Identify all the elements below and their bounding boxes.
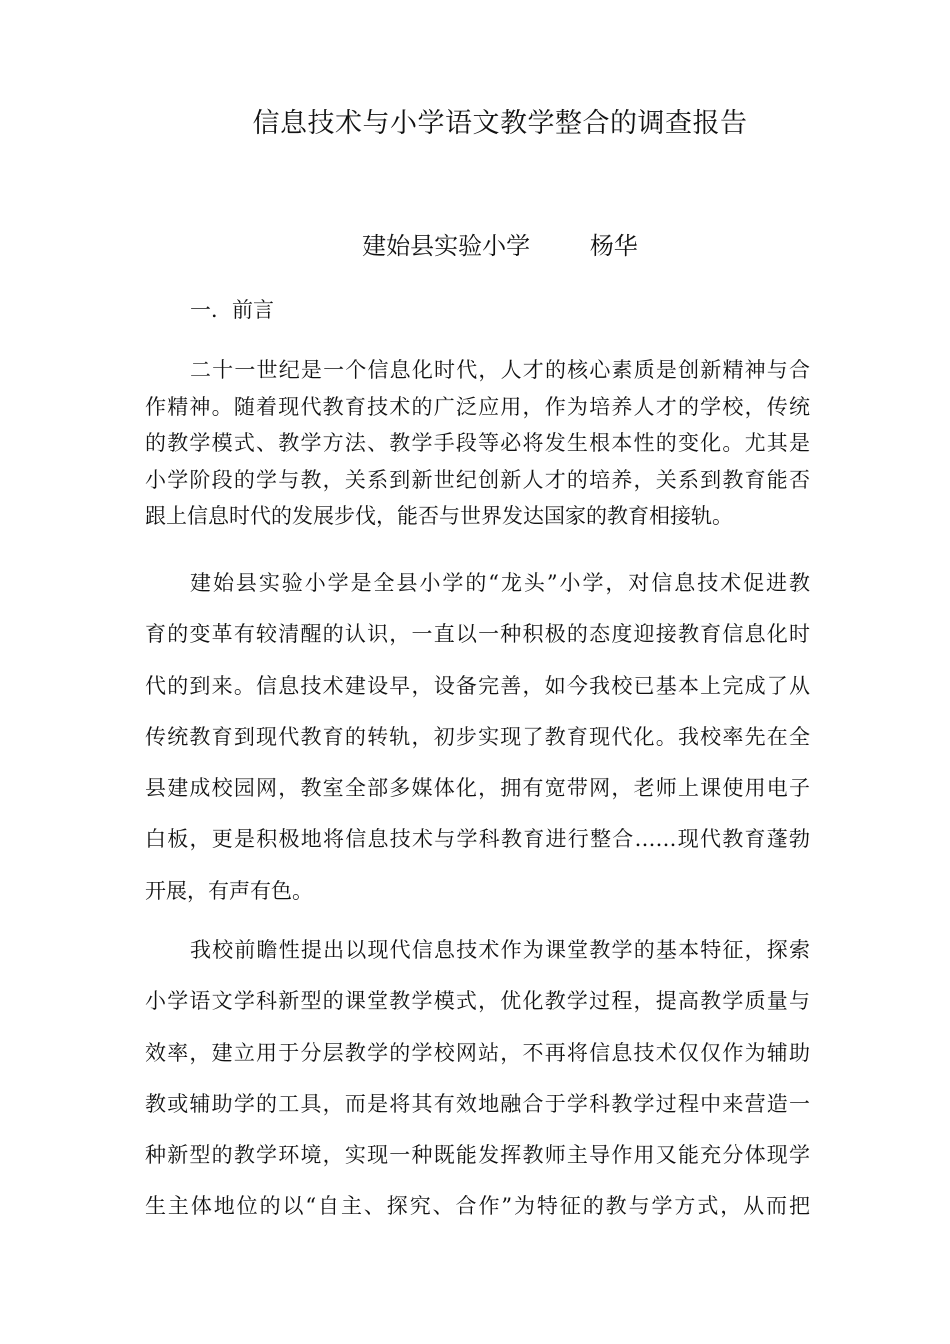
paragraph-line: 白板，更是积极地将信息技术与学科教育进行整合……现代教育蓬勃 <box>145 827 810 852</box>
author-school: 建始县实验小学 <box>362 232 531 260</box>
paragraph-line: 跟上信息时代的发展步伐，能否与世界发达国家的教育相接轨。 <box>145 504 733 528</box>
paragraph-line: 种新型的教学环境，实现一种既能发挥教师主导作用又能充分体现学 <box>145 1143 810 1168</box>
paragraph-approach <box>145 925 810 1233</box>
author-line <box>0 228 950 264</box>
paragraph-line: 建始县实验小学是全县小学的“龙头”小学，对信息技术促进教 <box>190 571 810 595</box>
paragraph-line: 传统教育到现代教育的转轨，初步实现了教育现代化。我校率先在全 <box>145 724 810 749</box>
paragraph-line: 效率，建立用于分层教学的学校网站，不再将信息技术仅仅作为辅助 <box>145 1040 810 1065</box>
paragraph-line: 的教学模式、教学方法、教学手段等必将发生根本性的变化。尤其是 <box>145 431 810 455</box>
paragraph-line: 作精神。随着现代教育技术的广泛应用，作为培养人才的学校，传统 <box>145 394 810 419</box>
paragraph-line: 小学阶段的学与教，关系到新世纪创新人才的培养，关系到教育能否 <box>145 467 810 492</box>
section-heading: 一．前言 <box>190 298 274 322</box>
paragraph-line: 我校前瞻性提出以现代信息技术作为课堂教学的基本特征，探索 <box>190 938 810 962</box>
paragraph-line: 二十一世纪是一个信息化时代，人才的核心素质是创新精神与合 <box>190 358 810 382</box>
author-name: 杨华 <box>589 232 638 260</box>
paragraph-line: 育的变革有较清醒的认识，一直以一种积极的态度迎接教育信息化时 <box>145 622 810 647</box>
paragraph-line: 生主体地位的以“自主、探究、合作”为特征的教与学方式，从而把 <box>145 1194 810 1219</box>
paragraph-intro <box>145 352 810 535</box>
paragraph-school <box>145 558 810 917</box>
paragraph-line: 代的到来。信息技术建设早，设备完善，如今我校已基本上完成了从 <box>145 673 810 698</box>
paragraph-line: 县建成校园网，教室全部多媒体化，拥有宽带网，老师上课使用电子 <box>145 776 810 801</box>
paragraph-line: 小学语文学科新型的课堂教学模式，优化教学过程，提高教学质量与 <box>145 989 810 1014</box>
paragraph-line: 开展，有声有色。 <box>145 878 313 903</box>
paragraph-line: 教或辅助学的工具，而是将其有效地融合于学科教学过程中来营造一 <box>145 1091 810 1116</box>
document-title: 信息技术与小学语文教学整合的调查报告 <box>252 108 748 139</box>
